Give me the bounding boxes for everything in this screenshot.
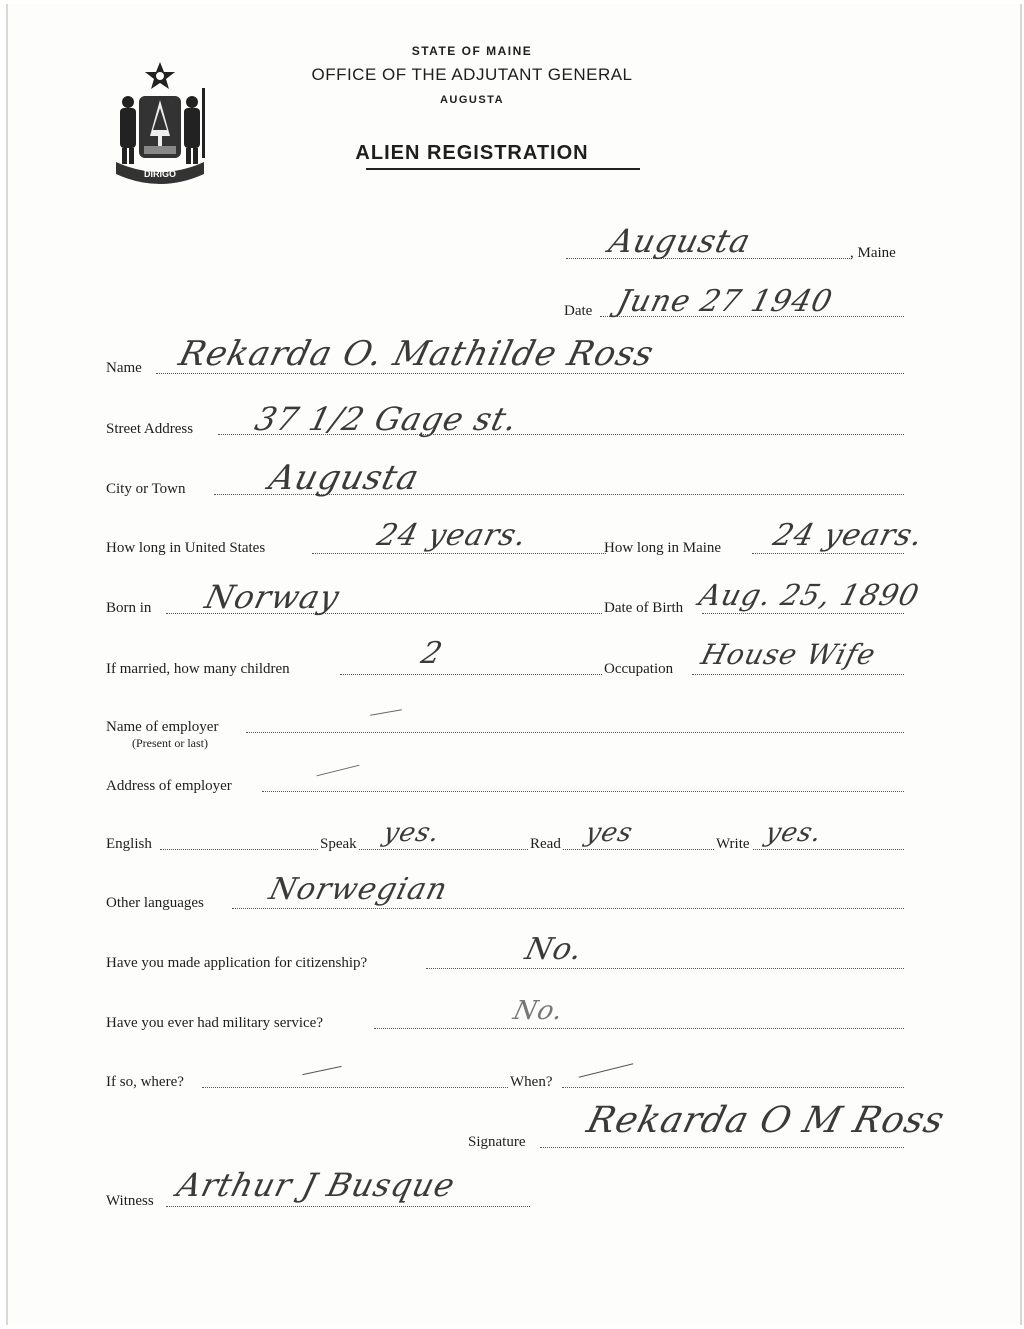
employer-label: Name of employer <box>106 719 219 735</box>
city-heading: AUGUSTA <box>439 94 505 106</box>
date-entry: June 27 1940 <box>613 284 837 319</box>
dob-label: Date of Birth <box>604 600 684 616</box>
us-entry: 24 years. <box>373 518 531 553</box>
read-label: Read <box>530 836 561 852</box>
us-line <box>312 553 606 554</box>
city-entry: Augusta <box>265 458 424 498</box>
maine-duration-label: How long in Maine <box>604 540 722 556</box>
occupation-label: Occupation <box>604 661 674 677</box>
other-languages-label: Other languages <box>106 895 204 911</box>
born-entry: Norway <box>201 578 344 616</box>
speak-label: Speak <box>320 836 357 852</box>
write-entry: yes. <box>762 818 826 848</box>
witness-entry: Arthur J Busque <box>173 1166 460 1204</box>
signature-label: Signature <box>468 1134 526 1150</box>
us-label: How long in United States <box>106 540 266 556</box>
military-entry: No. <box>510 996 567 1026</box>
witness-label: Witness <box>106 1193 154 1209</box>
born-label: Born in <box>106 600 152 616</box>
children-entry: 2 <box>417 636 447 671</box>
name-entry: Rekarda O. Mathilde Ross <box>175 334 659 374</box>
where-label: If so, where? <box>106 1074 184 1090</box>
employer-line <box>246 732 904 733</box>
maine-entry: 24 years. <box>769 518 927 553</box>
city-label: City or Town <box>106 481 186 497</box>
other-languages-entry: Norwegian <box>265 872 452 907</box>
name-label: Name <box>106 360 142 376</box>
state-heading: STATE OF MAINE <box>411 44 533 58</box>
military-label: Have you ever had military service? <box>106 1015 323 1031</box>
signature-entry: Rekarda O M Ross <box>582 1100 949 1141</box>
signature-line <box>540 1147 904 1148</box>
military-line <box>374 1028 904 1029</box>
street-label: Street Address <box>106 421 194 437</box>
write-label: Write <box>716 836 750 852</box>
maine-label: , Maine <box>850 245 896 261</box>
other-languages-line <box>232 908 904 909</box>
seal-motto: DIRIGO <box>143 169 177 179</box>
citizenship-entry: No. <box>521 932 587 967</box>
occupation-entry: House Wife <box>697 638 880 671</box>
citizenship-line <box>426 968 904 969</box>
date-label: Date <box>564 303 593 319</box>
witness-line <box>166 1206 530 1207</box>
read-entry: yes <box>582 818 637 848</box>
title-underline <box>366 168 640 170</box>
dob-line <box>702 613 904 614</box>
employer-sublabel: (Present or last) <box>132 736 208 750</box>
occupation-line <box>692 674 904 675</box>
form-title: ALIEN REGISTRATION <box>355 142 589 164</box>
town-entry: Augusta <box>605 222 755 260</box>
english-label: English <box>106 836 152 852</box>
office-heading: OFFICE OF THE ADJUTANT GENERAL <box>311 65 633 84</box>
when-line <box>562 1087 904 1088</box>
dob-entry: Aug. 25, 1890 <box>695 578 924 612</box>
when-label: When? <box>510 1074 553 1090</box>
children-line <box>340 674 602 675</box>
employer-address-line <box>262 791 904 792</box>
citizenship-label: Have you made application for citizenship? <box>106 955 368 971</box>
speak-entry: yes. <box>380 818 444 848</box>
street-entry: 37 1/2 Gage st. <box>251 400 522 438</box>
maine-line <box>752 553 904 554</box>
children-label: If married, how many children <box>106 661 290 677</box>
employer-address-label: Address of employer <box>106 778 232 794</box>
where-line <box>202 1087 508 1088</box>
